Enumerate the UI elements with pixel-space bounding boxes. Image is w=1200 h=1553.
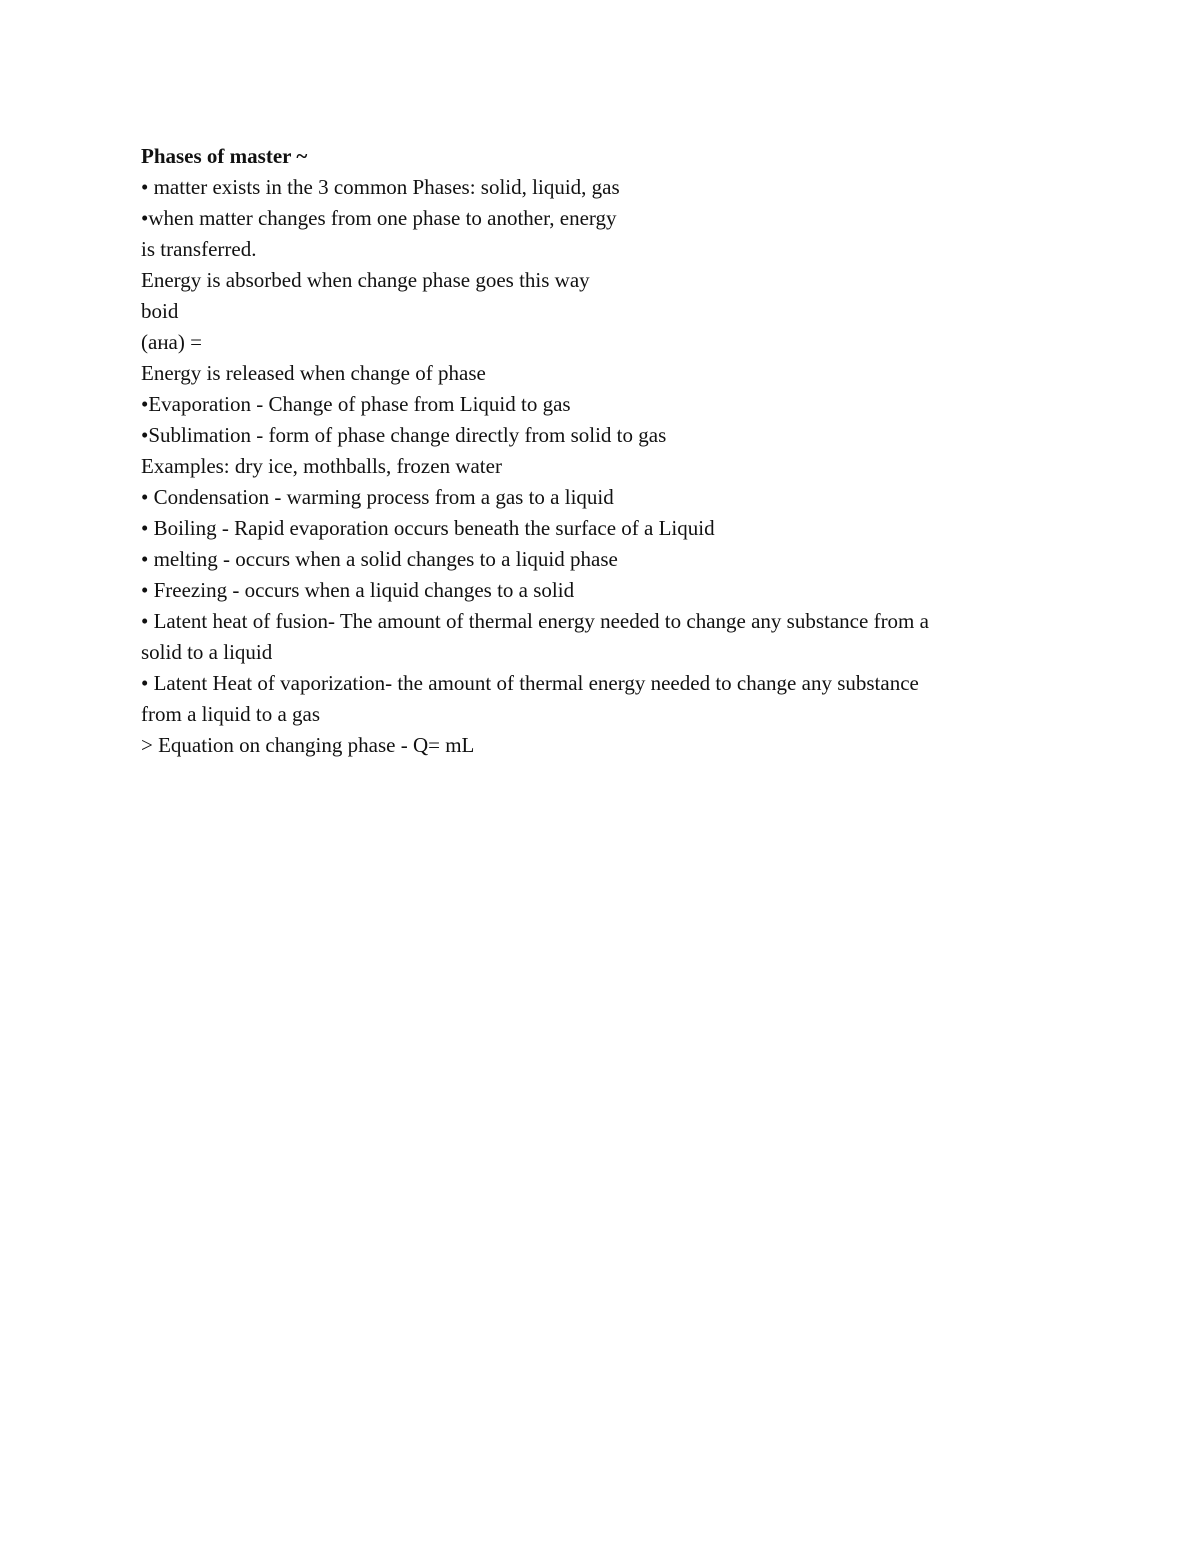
document-body [141, 141, 1041, 761]
document-line: • matter exists in the 3 common Phases: solid, liquid, gas [141, 175, 620, 199]
document-line: •Evaporation - Change of phase from Liquid to gas [141, 392, 571, 416]
document-line: • Latent heat of fusion- The amount of thermal energy needed to change any substance from a [141, 609, 929, 633]
document-line: Energy is absorbed when change phase goes this way [141, 268, 590, 292]
document-line: Examples: dry ice, mothballs, frozen water [141, 454, 502, 478]
document-line: • Boiling - Rapid evaporation occurs beneath the surface of a Liquid [141, 516, 715, 540]
document-line: > Equation on changing phase - Q= mL [141, 733, 475, 757]
document-line: boid [141, 299, 179, 323]
document-title: Phases of master ~ [141, 144, 308, 168]
document-line: •when matter changes from one phase to another, energy [141, 206, 617, 230]
document-line: • Condensation - warming process from a gas to a liquid [141, 485, 614, 509]
document-line: Energy is released when change of phase [141, 361, 486, 385]
document-line: (ана) = [141, 330, 202, 354]
document-line: from a liquid to a gas [141, 702, 321, 726]
document-line: • Latent Heat of vaporization- the amount of thermal energy needed to change any substance [141, 671, 919, 695]
document-line: is transferred. [141, 237, 257, 261]
document-line: • Freezing - occurs when a liquid changes to a solid [141, 578, 575, 602]
document-line: solid to a liquid [141, 640, 273, 664]
document-line: • melting - occurs when a solid changes to a liquid phase [141, 547, 618, 571]
document-line: •Sublimation - form of phase change directly from solid to gas [141, 423, 667, 447]
